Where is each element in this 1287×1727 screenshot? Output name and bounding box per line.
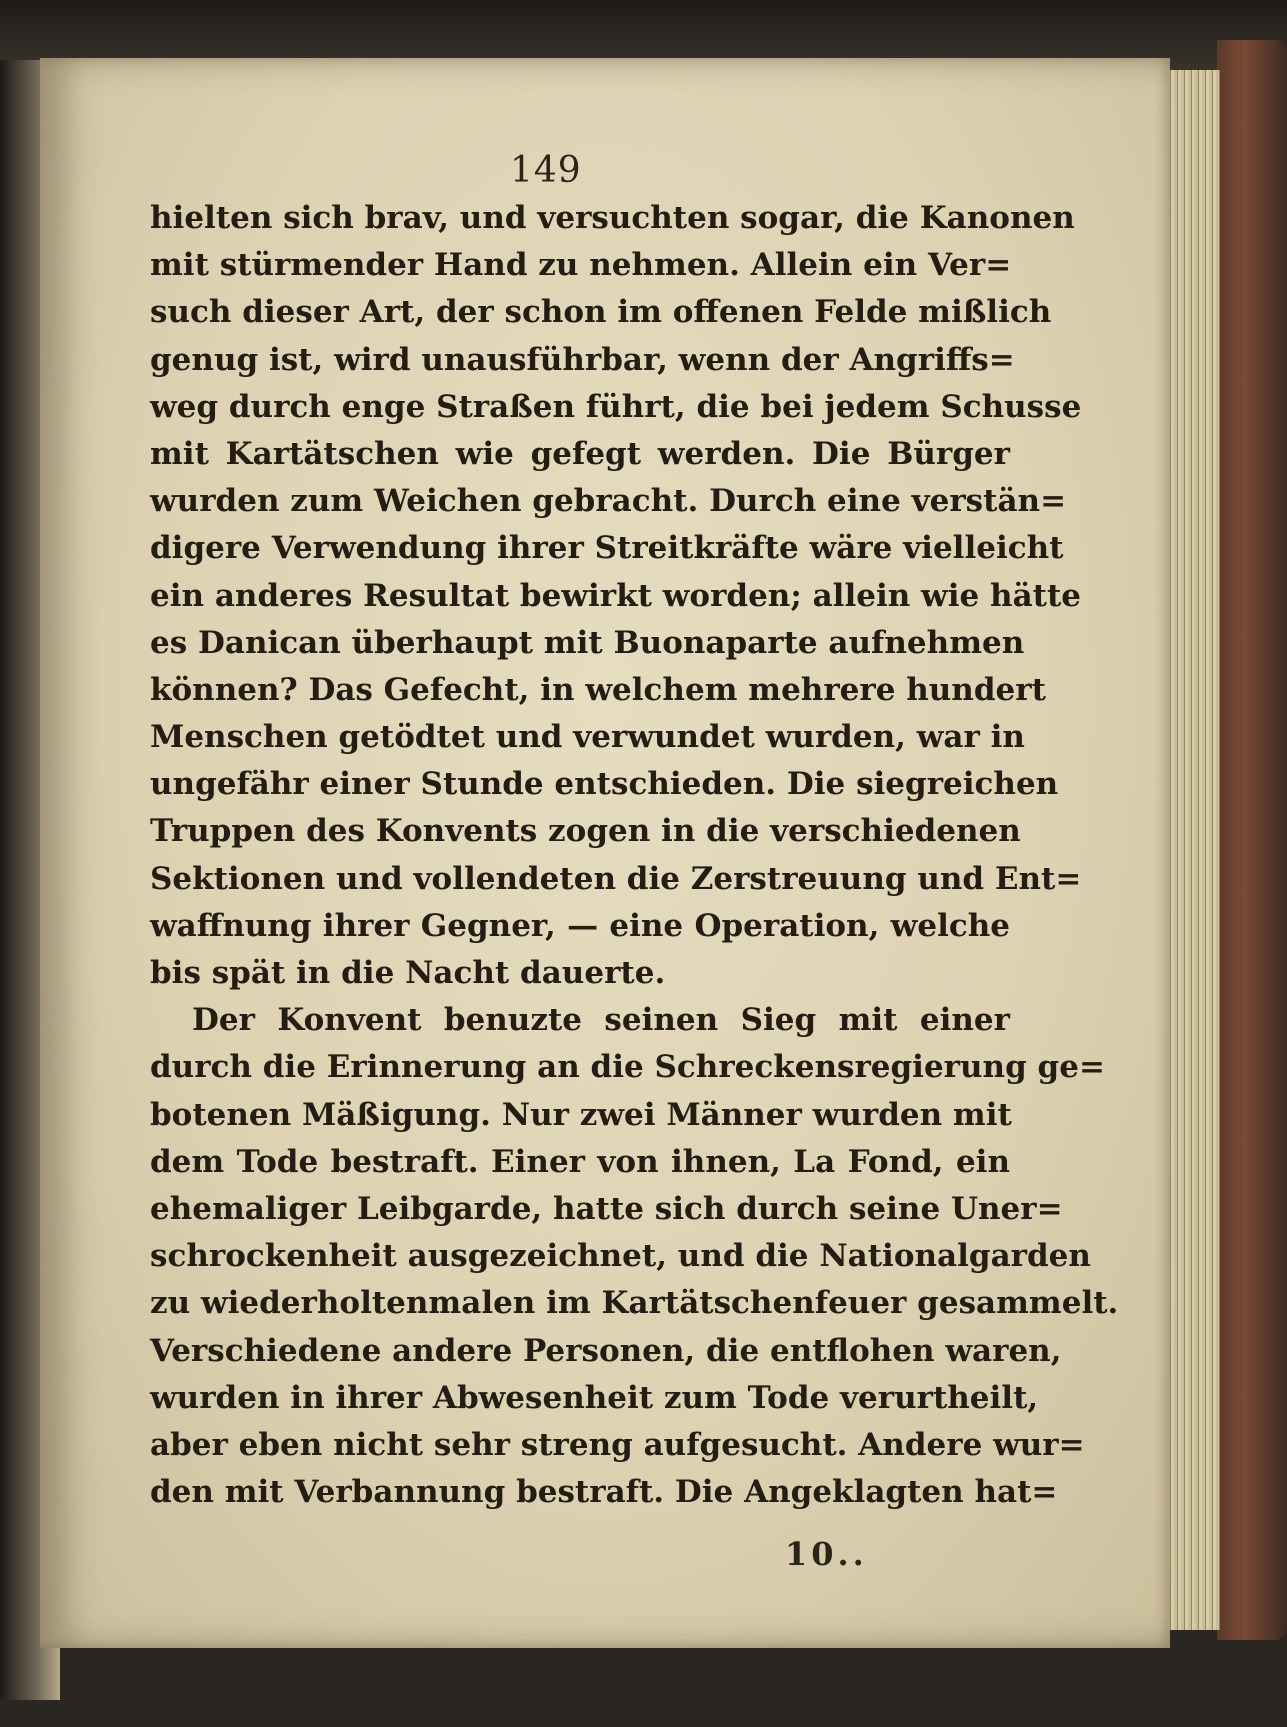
text-line: wurden zum Weichen gebracht. Durch eine verstän= [150,483,1067,520]
text-line: digere Verwendung ihrer Streitkräfte wäre vielleicht [150,530,1064,567]
text-line: Verschiedene andere Personen, die entflohen waren, [150,1332,1062,1369]
text-line: zu wiederholtenmalen im Kartätschenfeuer gesammelt. [150,1285,1119,1322]
text-line: ehemaliger Leibgarde, hatte sich durch seine Uner= [150,1190,1063,1227]
text-line: ungefähr einer Stunde entschieden. Die siegreichen [150,766,1059,803]
signature-mark: 10.. [785,1535,868,1573]
text-line: botenen Mäßigung. Nur zwei Männer wurden mit [150,1096,1012,1133]
text-line: weg durch enge Straßen führt, die bei jedem Schusse [150,388,1082,425]
text-line: ein anderes Resultat bewirkt worden; allein wie hätte [150,577,1082,614]
text-line: aber eben nicht sehr streng aufgesucht. Andere wur= [150,1426,1085,1463]
book-cover-right [1217,40,1287,1640]
text-line: Sektionen und vollendeten die Zerstreuung und Ent= [150,860,1082,897]
text-line: Der Konvent benuzte seinen Sieg mit einer [192,1002,1010,1039]
text-line: können? Das Gefecht, in welchem mehrere hundert [150,671,1046,708]
text-line: Truppen des Konvents zogen in die verschiedenen [150,813,1021,850]
text-line: mit Kartätschen wie gefegt werden. Die Bürger [150,435,1010,472]
text-line: mit stürmender Hand zu nehmen. Allein ein Ver= [150,247,1012,284]
text-line: genug ist, wird unausführbar, wenn der Angriffs= [150,341,1015,378]
text-line: den mit Verbannung bestraft. Die Angeklagten hat= [150,1474,1058,1511]
text-line: es Danican überhaupt mit Buonaparte aufnehmen [150,624,1025,661]
text-line: bis spät in die Nacht dauerte. [150,955,666,991]
text-line: such dieser Art, der schon im offenen Felde mißlich [150,294,1052,331]
text-line: schrockenheit ausgezeichnet, und die Nationalgarden [150,1238,1091,1275]
body-text [150,195,1119,1516]
text-line: hielten sich brav, und versuchten sogar, die Kanonen [150,200,1075,236]
page-number: 149 [510,150,582,191]
text-line: durch die Erinnerung an die Schreckensregierung ge= [150,1049,1105,1086]
text-line: wurden in ihrer Abwesenheit zum Tode verurtheilt, [150,1379,1039,1416]
text-line: Menschen getödtet und verwundet wurden, war in [150,719,1025,756]
text-line: waffnung ihrer Gegner, — eine Operation, welche [150,907,1010,944]
text-line: dem Tode bestraft. Einer von ihnen, La Fond, ein [150,1143,1010,1180]
